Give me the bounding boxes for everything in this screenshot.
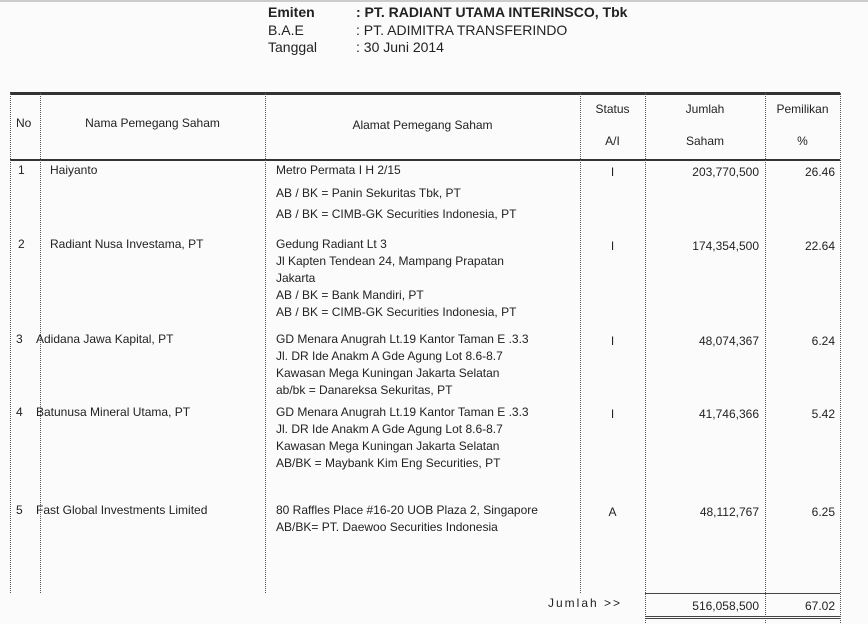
row-pct: 6.24: [811, 334, 835, 348]
row-nama: Fast Global Investments Limited: [36, 503, 208, 517]
row-alamat-line: AB/BK= PT. Daewoo Securities Indonesia: [276, 520, 498, 534]
row-no: 1: [18, 163, 25, 177]
col-jumlah: Jumlah: [685, 102, 725, 116]
row-alamat-line: GD Menara Anugrah Lt.19 Kantor Taman E .3.3: [276, 332, 529, 346]
total-jumlah: 516,058,500: [692, 599, 759, 613]
row-nama: Batunusa Mineral Utama, PT: [36, 405, 191, 419]
col-pemilikan: Pemilikan: [776, 102, 829, 116]
row-jumlah: 203,770,500: [692, 165, 759, 179]
tanggal-line: Tanggal : 30 Juni 2014: [268, 39, 444, 55]
row-pct: 26.46: [804, 165, 835, 179]
col-status-sub: A/I: [605, 134, 620, 148]
row-status: I: [610, 239, 615, 253]
row-alamat-line: AB / BK = CIMB-GK Securities Indonesia, PT: [276, 207, 517, 221]
row-alamat-line: 80 Raffles Place #16-20 UOB Plaza 2, Singapore: [276, 503, 538, 517]
row-alamat-line: AB / BK = Bank Mandiri, PT: [276, 288, 424, 302]
row-nama: Adidana Jawa Kapital, PT: [36, 332, 174, 346]
row-no: 5: [16, 503, 23, 517]
row-alamat-line: Gedung Radiant Lt 3: [276, 237, 387, 251]
row-alamat-line: Kawasan Mega Kuningan Jakarta Selatan: [276, 366, 500, 380]
col-no: No: [16, 116, 32, 130]
row-jumlah: 48,074,367: [698, 334, 759, 348]
row-jumlah: 48,112,767: [699, 505, 759, 519]
row-alamat-line: Kawasan Mega Kuningan Jakarta Selatan: [276, 439, 500, 453]
row-jumlah: 174,354,500: [692, 239, 759, 253]
total-top-rule: [645, 593, 840, 594]
row-status: I: [610, 334, 615, 348]
row-alamat-line: Metro Permata I H 2/15: [276, 163, 401, 177]
row-alamat-line: Jl. DR Ide Anakm A Gde Agung Lot 8.6-8.7: [276, 349, 503, 363]
header-rule: [10, 159, 840, 161]
row-status: I: [610, 165, 615, 179]
row-nama: Radiant Nusa Investama, PT: [50, 237, 204, 251]
emiten-line: Emiten : PT. RADIANT UTAMA INTERINSCO, Tbk: [268, 4, 628, 20]
row-status: I: [610, 407, 615, 421]
row-status: A: [608, 505, 617, 519]
total-label: Jumlah >>: [548, 596, 623, 610]
bae-line: B.A.E : PT. ADIMITRA TRANSFERINDO: [268, 22, 568, 38]
col-divider: [840, 93, 841, 623]
row-pct: 22.64: [804, 239, 835, 253]
row-nama: Haiyanto: [50, 163, 98, 177]
row-alamat-line: Jl Kapten Tendean 24, Mampang Prapatan: [276, 254, 504, 268]
col-pemilikan-sub: %: [797, 134, 808, 148]
row-alamat-line: GD Menara Anugrah Lt.19 Kantor Taman E .3.3: [276, 405, 529, 419]
col-alamat: Alamat Pemegang Saham: [352, 118, 493, 132]
row-alamat-line: Jakarta: [276, 271, 316, 285]
row-alamat-line: AB/BK = Maybank Kim Eng Securities, PT: [276, 456, 501, 470]
row-alamat-line: ab/bk = Danareksa Sekuritas, PT: [276, 383, 453, 397]
total-pct: 67.02: [804, 599, 835, 613]
col-status: Status: [595, 102, 630, 116]
col-divider: [265, 93, 266, 593]
total-bottom-rule: [645, 616, 840, 619]
row-alamat-line: AB / BK = Panin Sekuritas Tbk, PT: [276, 186, 461, 200]
table-top-rule: [10, 92, 840, 95]
col-jumlah-sub: Saham: [685, 134, 725, 148]
col-nama: Nama Pemegang Saham: [85, 116, 220, 130]
row-no: 3: [16, 332, 23, 346]
row-pct: 5.42: [811, 407, 835, 421]
row-no: 4: [16, 405, 23, 419]
row-jumlah: 41,746,366: [698, 407, 759, 421]
row-alamat-line: AB / BK = CIMB-GK Securities Indonesia, PT: [276, 305, 517, 319]
row-alamat-line: Jl. DR Ide Anakm A Gde Agung Lot 8.6-8.7: [276, 422, 503, 436]
row-no: 2: [18, 237, 25, 251]
col-divider: [10, 93, 11, 593]
row-pct: 6.25: [811, 505, 835, 519]
